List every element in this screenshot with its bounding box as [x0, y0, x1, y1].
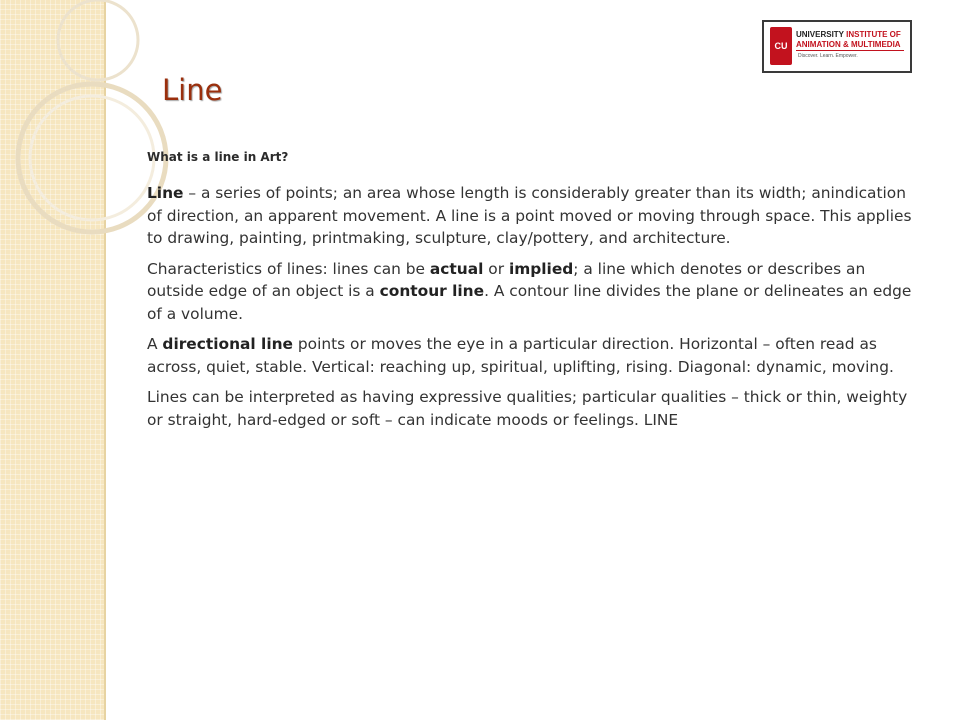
term-directional-line: directional line: [162, 335, 293, 353]
logo-tagline: Discover. Learn. Empower.: [798, 53, 858, 59]
logo-text-line1: UNIVERSITY INSTITUTE OF: [796, 30, 901, 39]
paragraph-definition: Line – a series of points; an area whose length is considerably greater than its width; anindication of direction, an apparent movement. A line is a point moved or moving through space. This applies to drawing, painting, printmaking, sculpture, clay/pottery, and architecture.: [147, 184, 912, 247]
term-line: Line: [147, 184, 184, 202]
paragraph-expressive: Lines can be interpreted as having expressive qualities; particular qualities – thick or thin, weighty or straight, hard-edged or soft – can indicate moods or feelings. LINE: [147, 388, 908, 429]
slide-body: [147, 150, 917, 439]
term-actual: actual: [429, 259, 484, 278]
paragraph-characteristics: Characteristics of lines: lines can be actual or implied; a line which denotes or describes an outside edge of an object is a contour line. A contour line divides the plane or delineates an edge of a volume.: [147, 259, 912, 323]
logo-text-line2: ANIMATION & MULTIMEDIA: [796, 40, 901, 49]
paragraph-directional: A directional line points or moves the eye in a particular direction. Horizontal – often read as across, quiet, stable. Vertical: reaching up, spiritual, uplifting, rising. Diagonal: dynamic, moving.: [147, 335, 894, 376]
logo-divider: [796, 50, 904, 51]
term-implied: implied: [508, 259, 574, 278]
slide-title: Line: [162, 73, 223, 107]
section-question: What is a line in Art?: [147, 150, 289, 164]
term-contour-line: contour line: [379, 282, 485, 300]
university-logo: [762, 20, 912, 73]
logo-emblem: CU: [770, 27, 792, 65]
